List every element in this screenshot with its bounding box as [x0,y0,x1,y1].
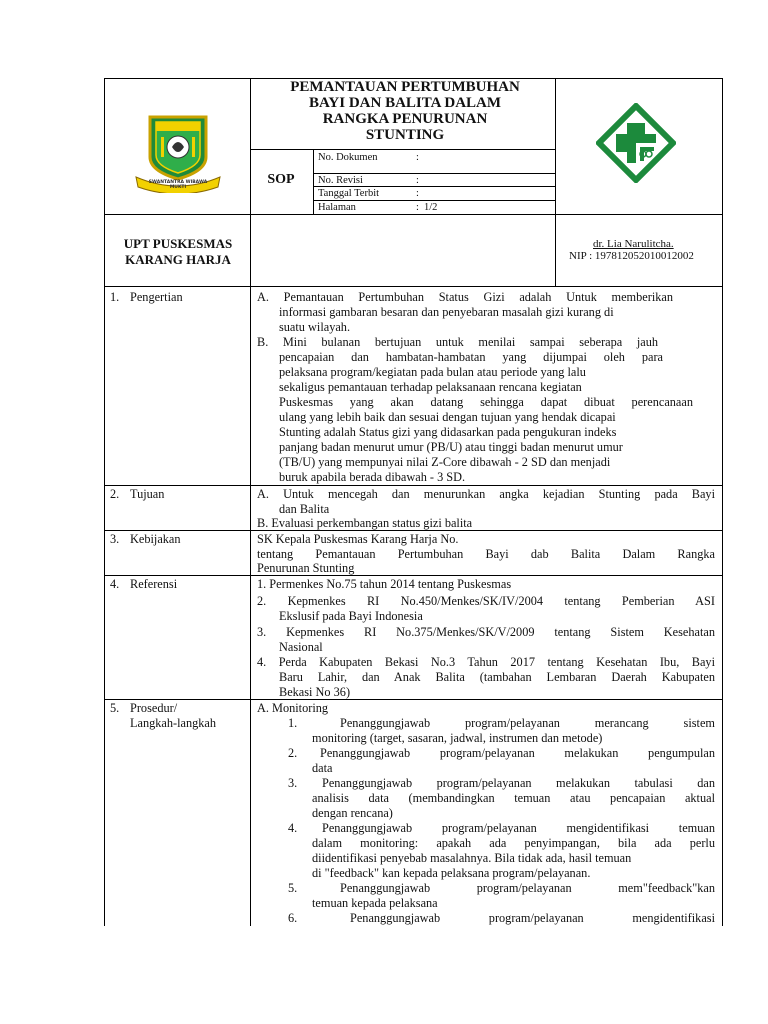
title-bottom-line [250,149,555,150]
section-5-number: 5. [110,701,120,715]
s5-item-1-num: 1. [288,716,298,730]
s5-item-6-num: 6. [288,911,298,925]
s5-item-2-line-1: Penanggungjawab program/pelayanan melakukan pengumpulan [320,746,715,760]
header-col-right [555,78,556,286]
crest-band [156,122,200,131]
doc-page-sep: : [416,202,419,213]
table-border-left [104,78,105,926]
body-col-line [250,286,251,926]
unit-name [106,236,250,268]
doc-number-sep: : [416,152,419,163]
s1-line-10: Stunting adalah Status gizi yang didasarkan pada pengukuran indeks [279,425,617,439]
s1-line-3: suatu wilayah. [279,320,351,334]
s1-line-2: informasi gambaran besaran dan penyebaran masalah gizi kurang di [279,305,614,319]
section-3-number: 3. [110,532,120,546]
doc-date-sep: : [416,188,419,199]
table-border-right [722,78,723,926]
section-4-number: 4. [110,577,120,591]
s5-item-3-line-3: dengan rencana) [312,806,393,820]
s5-item-3-num: 3. [288,776,298,790]
crest-banner-text: SWANTANTRA WIBAWA MUKTI [148,180,208,190]
title-line-3: RANGKA PENURUNAN [322,111,488,127]
s5-item-4-line-1: Penanggungjawab program/pelayanan mengidentifikasi temuan [322,821,715,835]
row-line-1 [104,485,723,486]
s4-line-8: Bekasi No 36) [279,685,351,699]
s3-line-1: SK Kepala Puskesmas Karang Harja No. [257,532,459,546]
s4-line-7: Baru Lahir, dan Anak Balita (tambahan Lembaran Daerah Kabupaten [279,670,715,684]
s5-heading: A. Monitoring [257,701,329,715]
s1-line-11: panjang badan menurut umur (PB/U) atau tinggi badan menurut umur [279,440,623,454]
header-mid-line [104,214,723,215]
doc-number-label: No. Dokumen [318,152,378,163]
title-line-4: STUNTING [365,127,445,143]
s5-item-6-line-1: Penanggungjawab program/pelayanan mengidentifikasi [350,911,715,925]
s5-item-4-line-4: di "feedback" kan kepada pelaksana program/pelayanan. [312,866,591,880]
s2-line-1: A. Untuk mencegah dan menurunkan angka kejadian Stunting pada Bayi [257,487,715,501]
s3-line-3: Penurunan Stunting [257,561,355,575]
crest-pillar-left [161,137,164,157]
s2-line-3: B. Evaluasi perkembangan status gizi balita [257,516,473,530]
s5-item-4-line-2: dalam monitoring: apakah ada penyimpangan, bila ada perlu [312,836,715,850]
s2-line-2: dan Balita [279,502,330,516]
section-2-label: Tujuan [130,487,165,501]
row-line-3 [104,575,723,576]
s4-line-1: 1. Permenkes No.75 tahun 2014 tentang Puskesmas [257,577,512,591]
section-5-label-2: Langkah-langkah [130,716,217,730]
s1-line-8: Puskesmas yang akan datang sehingga dapat dibuat perencanaan [279,395,693,409]
s4-line-6: 4. Perda Kabupaten Bekasi No.3 Tahun 2017 tentang Kesehatan Ibu, Bayi [257,655,715,669]
s4-line-4: 3. Kepmenkes RI No.375/Menkes/SK/V/2009 tentang Sistem Kesehatan [257,625,715,639]
s5-item-5-num: 5. [288,881,298,895]
s5-item-4-line-3: diidentifikasi penyebab masalahnya. Bila tidak ada, hasil temuan [312,851,632,865]
s1-line-4: B. Mini bulanan bertujuan untuk menilai sampai seberapa jauh [257,335,658,349]
s5-item-4-num: 4. [288,821,298,835]
doc-revision-label: No. Revisi [318,175,363,186]
doc-page-value: 1/2 [424,202,438,213]
s1-line-13: buruk apabila berada dibawah - 3 SD. [279,470,466,484]
signer-name: dr. Lia Narulitcha. [593,238,674,250]
section-1-number: 1. [110,290,120,304]
s5-item-3-line-2: analisis data (membandingkan temuan atau pencapaian aktual [312,791,715,805]
puskesmas-logo [596,103,676,183]
signer-nip: NIP : 197812052010012002 [569,250,694,262]
s5-item-2-line-2: data [312,761,333,775]
section-1-label: Pengertian [130,290,183,304]
section-2-number: 2. [110,487,120,501]
s5-item-5-line-2: temuan kepada pelaksana [312,896,438,910]
sop-label: SOP [267,172,295,187]
sop-col-line [313,149,314,214]
doc-page-label: Halaman [318,202,356,213]
title-line-2: BAYI DAN BALITA DALAM [308,95,502,111]
section-4-label: Referensi [130,577,178,591]
section-3-label: Kebijakan [130,532,181,546]
s5-item-2-num: 2. [288,746,298,760]
s1-line-6: pelaksana program/kegiatan pada bulan atau periode yang lalu [279,365,586,379]
s3-line-2: tentang Pemantauan Pertumbuhan Bayi dab Balita Dalam Rangka [257,547,715,561]
unit-line-2: KARANG HARJA [125,252,231,267]
crest-pillar-right [192,137,195,157]
title-line-1: PEMANTAUAN PERTUMBUHAN [290,79,520,95]
unit-line-1: UPT PUSKESMAS [123,236,233,251]
s1-line-7: sekaligus pemantauan terhadap pelaksanaan rencana kegiatan [279,380,582,394]
document-title [258,79,552,143]
s5-item-1-line-2: monitoring (target, sasaran, jadwal, instrumen dan metode) [312,731,603,745]
header-bottom-line [104,286,723,287]
s1-line-1: A. Pemantauan Pertumbuhan Status Gizi adalah Untuk memberikan [257,290,673,304]
row-line-4 [104,699,723,700]
s5-item-3-line-1: Penanggungjawab program/pelayanan melakukan tabulasi dan [322,776,715,790]
doc-revision-sep: : [416,175,419,186]
s5-item-1-line-1: Penanggungjawab program/pelayanan merancang sistem [340,716,715,730]
s1-line-9: ulang yang lebih baik dan sesuai dengan tujuan yang hendak dicapai [279,410,616,424]
s1-line-12: (TB/U) yang mempunyai nilai Z-Core dibawah - 2 SD dan menjadi [279,455,611,469]
s4-line-2: 2. Kepmenkes RI No.450/Menkes/SK/IV/2004 tentang Pemberian ASI [257,594,715,608]
s4-line-5: Nasional [279,640,323,654]
s1-line-5: pencapaian dan hambatan-hambatan yang dijumpai oleh para [279,350,663,364]
section-5-label-1: Prosedur/ [130,701,178,715]
s5-item-5-line-1: Penanggungjawab program/pelayanan mem"feedback"kan [340,881,715,895]
s4-line-3: Ekslusif pada Bayi Indonesia [279,609,423,623]
doc-date-label: Tanggal Terbit [318,188,380,199]
